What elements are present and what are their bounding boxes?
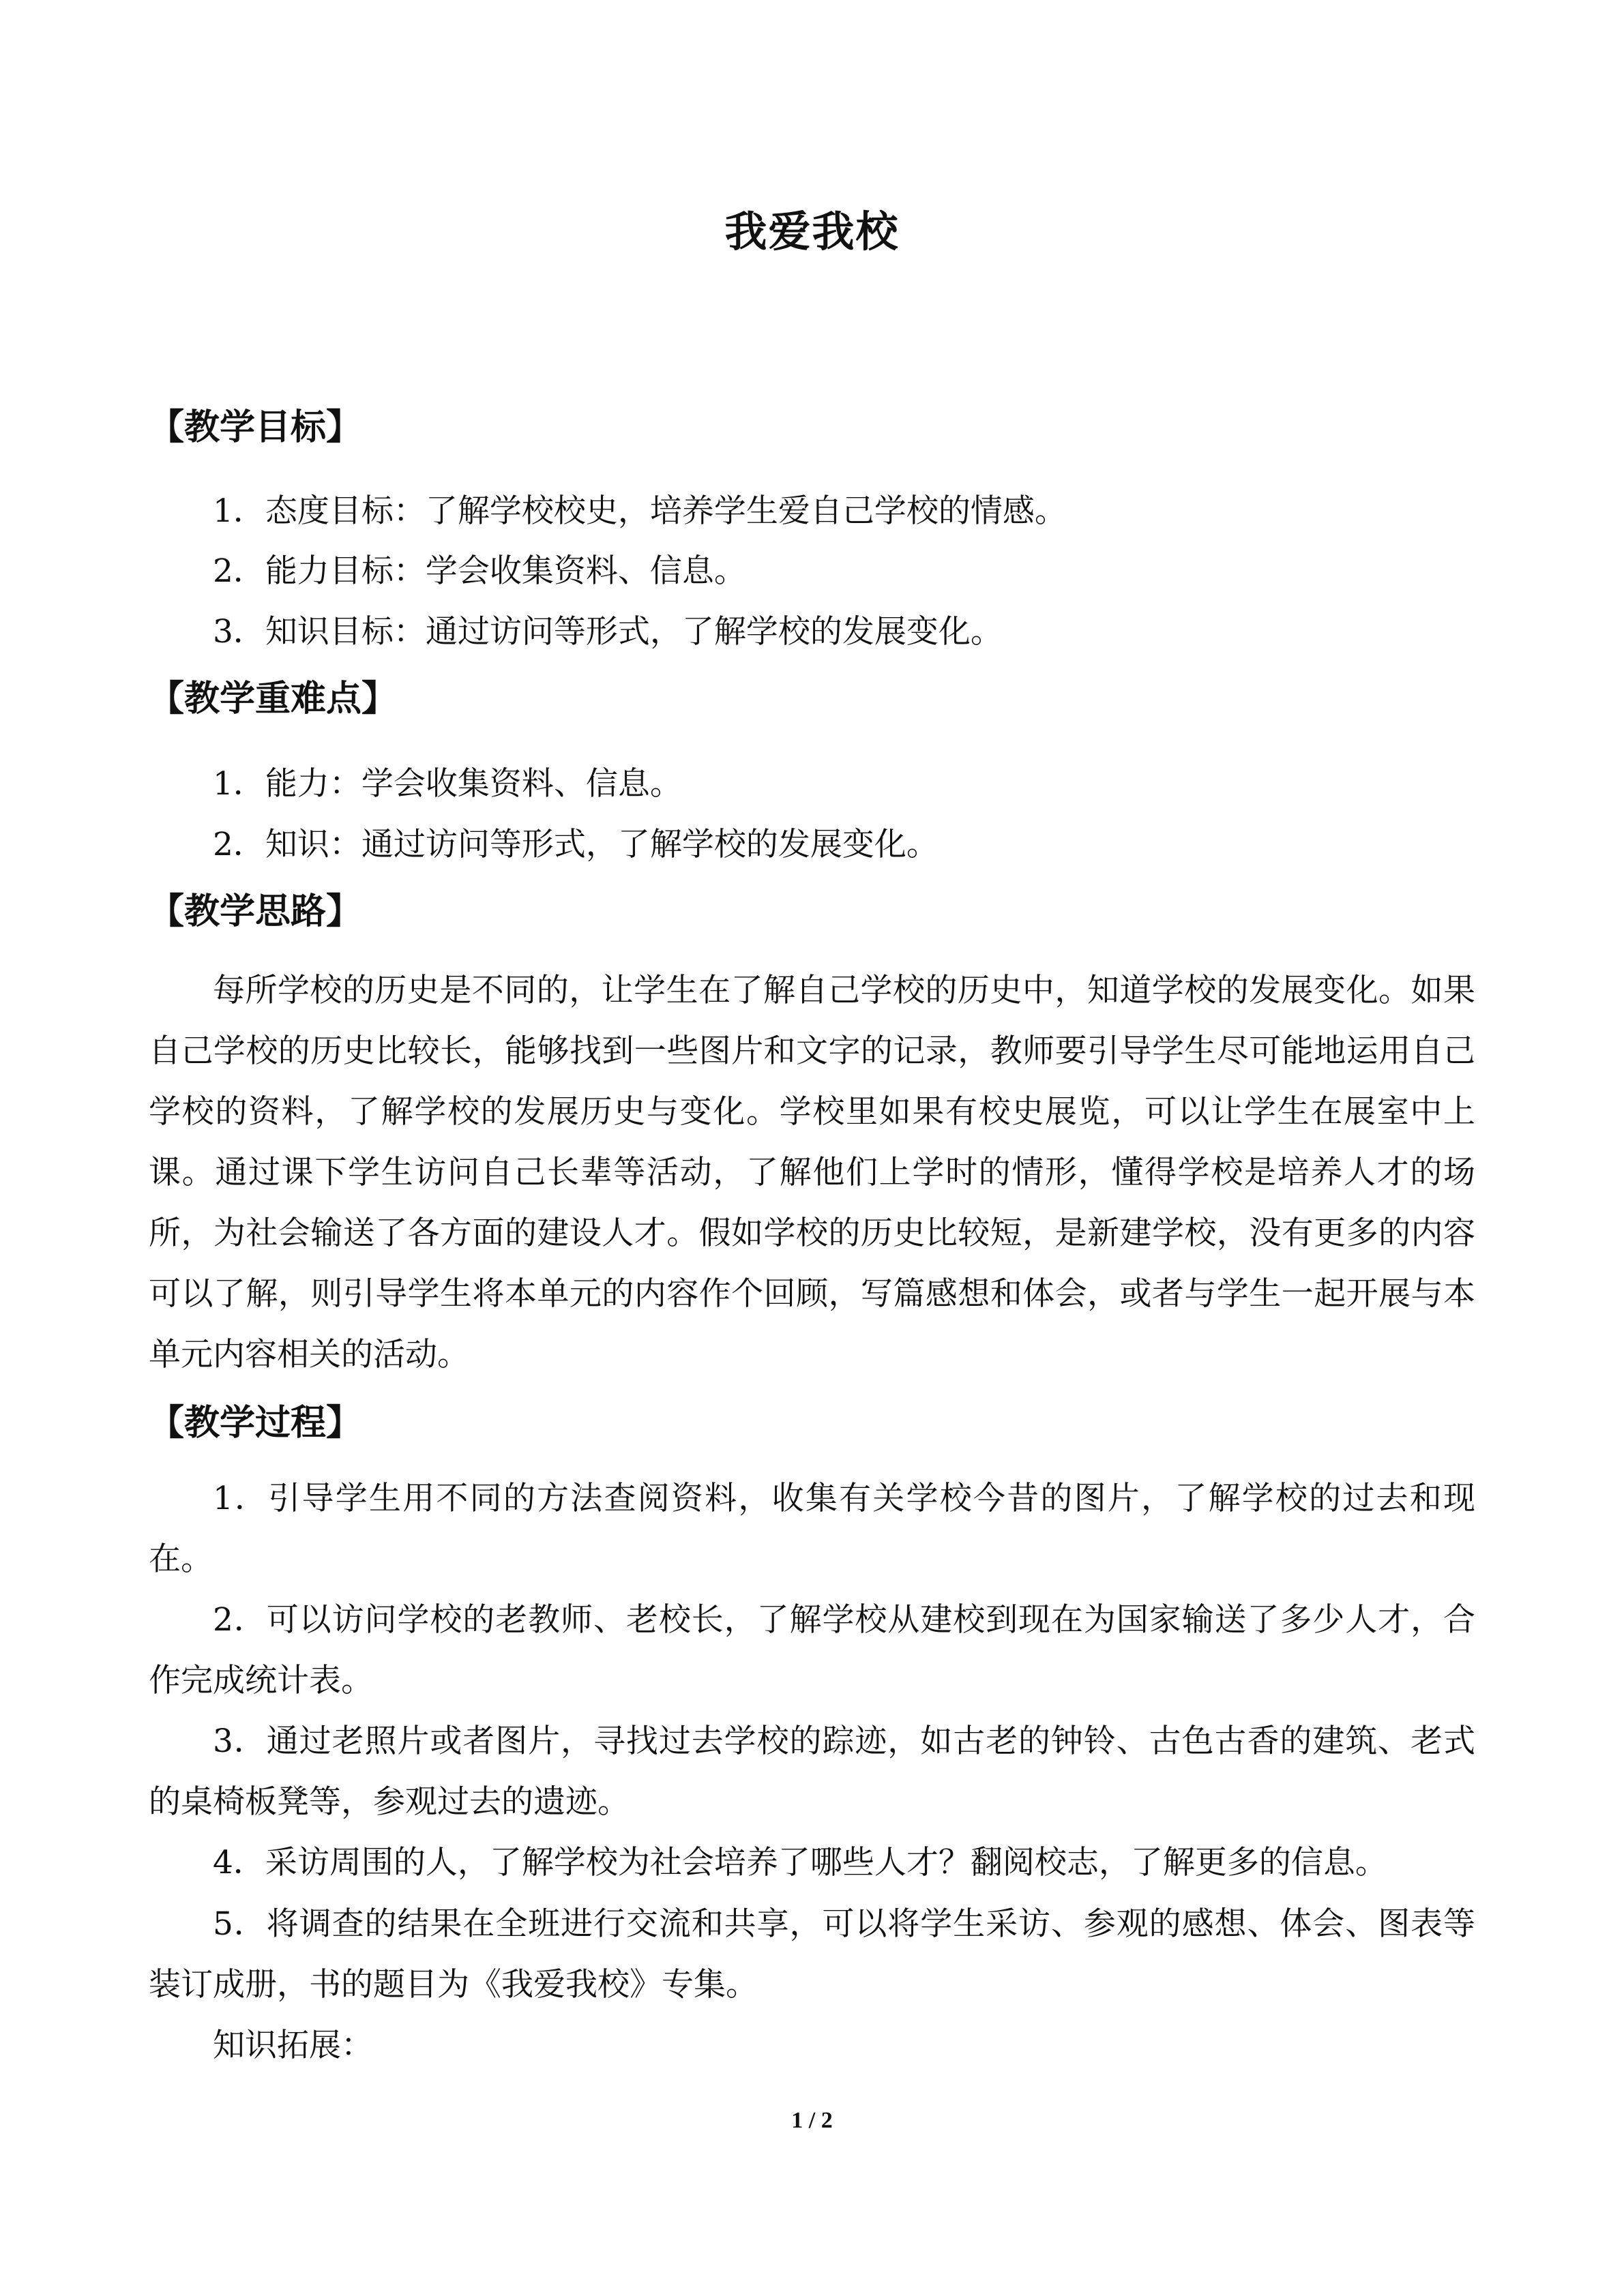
process-item: 5．将调查的结果在全班进行交流和共享，可以将学生采访、参观的感想、体会、图表等装订成册，书的题目为《我爱我校》专集。 [149, 1905, 1475, 2003]
key-point-item: 1．能力：学会收集资料、信息。 [213, 765, 682, 803]
document-title: 我爱我校 [724, 207, 900, 256]
section-heading-key-points: 【教学重难点】 [149, 678, 398, 719]
process-item: 4．采访周围的人，了解学校为社会培养了哪些人才？翻阅校志，了解更多的信息。 [213, 1844, 1387, 1881]
objective-item: 2．能力目标：学会收集资料、信息。 [213, 552, 746, 590]
section-heading-approach: 【教学思路】 [149, 891, 362, 932]
key-point-item: 2．知识：通过访问等形式，了解学校的发展变化。 [213, 826, 939, 863]
process-item: 2．可以访问学校的老教师、老校长，了解学校从建校到现在为国家输送了多少人才，合作完成统计表。 [149, 1601, 1475, 1699]
process-item: 1．引导学生用不同的方法查阅资料，收集有关学校今昔的图片，了解学校的过去和现在。 [149, 1480, 1475, 1578]
objective-item: 3．知识目标：通过访问等形式，了解学校的发展变化。 [213, 613, 1003, 651]
page-number: 1 / 2 [791, 2108, 833, 2133]
approach-paragraph: 每所学校的历史是不同的，让学生在了解自己学校的历史中，知道学校的发展变化。如果自己学校的历史比较长，能够找到一些图片和文字的记录，教师要引导学生尽可能地运用自己学校的资料，了解学校的发展历史与变化。学校里如果有校史展览，可以让学生在展室中上课。通过课下学生访问自己长辈等活动，了解他们上学时的情形，懂得学校是培养人才的场所，为社会输送了各方面的建设人才。假如学校的历史比较短，是新建学校，没有更多的内容可以了解，则引导学生将本单元的内容作个回顾，写篇感想和体会，或者与学生一起开展与本单元内容相关的活动。 [149, 972, 1475, 1373]
process-item: 3．通过老照片或者图片，寻找过去学校的踪迹，如古老的钟铃、古色古香的建筑、老式的桌椅板凳等，参观过去的遗迹。 [149, 1723, 1475, 1821]
section-heading-objectives: 【教学目标】 [149, 406, 362, 448]
section-heading-process: 【教学过程】 [149, 1402, 362, 1444]
process-item: 知识拓展： [213, 2027, 373, 2064]
objective-item: 1．态度目标：了解学校校史，培养学生爱自己学校的情感。 [213, 492, 1067, 530]
